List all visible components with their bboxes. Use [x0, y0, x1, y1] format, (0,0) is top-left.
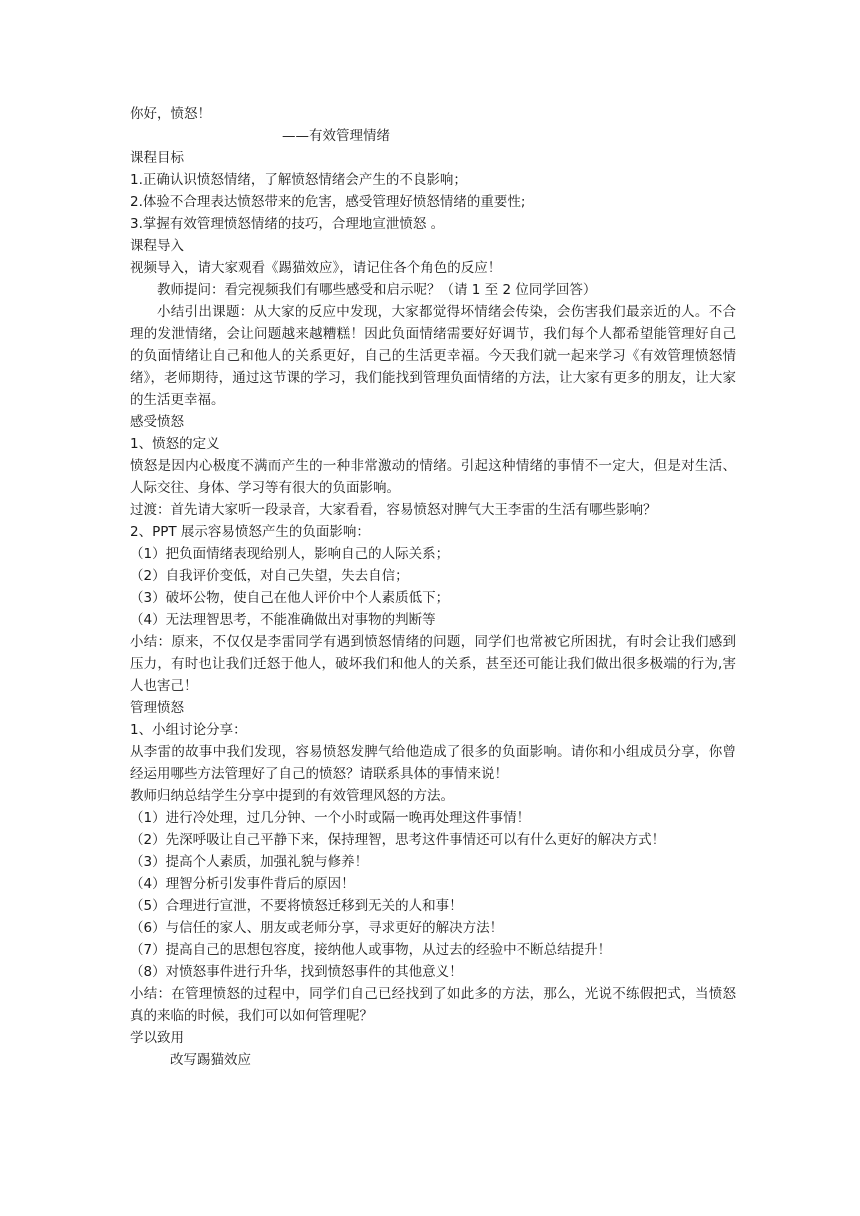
transition-text: 过渡：首先请大家听一段录音，大家看看，容易愤怒对脾气大王李雷的生活有哪些影响？ — [130, 502, 657, 518]
goal-item: 2.体验不合理表达愤怒带来的危害，感受管理好愤怒情绪的重要性; — [130, 194, 526, 210]
method-item: （8）对愤怒事件进行升华，找到愤怒事件的其他意义！ — [130, 964, 463, 980]
method-item: （1）进行冷处理，过几分钟、一个小时或隔一晚再处理这件事情！ — [130, 810, 531, 826]
video-intro-text: 视频导入，请大家观看《踢猫效应》，请记住各个角色的反应！ — [130, 260, 502, 276]
teacher-summary-text: 教师归纳总结学生分享中提到的有效管理风怒的方法。 — [130, 788, 454, 804]
document-title: 你好，愤怒！ — [130, 106, 211, 122]
effect-item: （2）自我评价变低，对自己失望，失去自信； — [130, 568, 409, 584]
heading-feel-anger: 感受愤怒 — [130, 414, 184, 430]
heading-course-goals: 课程目标 — [130, 150, 184, 166]
definition-paragraph: 愤怒是因内心极度不满而产生的一种非常激动的情绪。引起这种情绪的事情不一定大，但是对生活、人际交往、身体、学习等有很大的负面影响。 — [130, 458, 736, 496]
effect-item: （3）破坏公物，使自己在他人评价中个人素质低下； — [130, 590, 450, 606]
method-item: （3）提高个人素质，加强礼貌与修养！ — [130, 854, 369, 870]
effect-item: （1）把负面情绪表现给别人，影响自己的人际关系； — [130, 546, 450, 562]
document-subtitle: ——有效管理情绪 — [282, 128, 390, 144]
method-item: （6）与信任的家人、朋友或老师分享，寻求更好的解决方法！ — [130, 920, 504, 936]
ppt-heading: 2、PPT 展示容易愤怒产生的负面影响： — [130, 524, 370, 540]
goal-item: 3.掌握有效管理愤怒情绪的技巧，合理地宣泄愤怒 。 — [130, 216, 445, 232]
group-paragraph: 从李雷的故事中我们发现，容易愤怒发脾气给他造成了很多的负面影响。请你和小组成员分享，你曾经运用哪些方法管理好了自己的愤怒？请联系具体的事情来说！ — [130, 744, 736, 782]
group-heading: 1、小组讨论分享： — [130, 722, 247, 738]
summary-feel-paragraph: 小结：原来，不仅仅是李雷同学有遇到愤怒情绪的问题，同学们也常被它所困扰，有时会让我们感到压力，有时也让我们迁怒于他人，破坏我们和他人的关系，甚至还可能让我们做出很多极端的行为,害人也害己！ — [130, 634, 736, 694]
document-page — [130, 103, 736, 1071]
heading-manage-anger: 管理愤怒 — [130, 700, 184, 716]
heading-apply: 学以致用 — [130, 1030, 184, 1046]
method-item: （5）合理进行宣泄，不要将愤怒迁移到无关的人和事！ — [130, 898, 463, 914]
method-item: （7）提高自己的思想包容度，接纳他人或事物，从过去的经验中不断总结提升！ — [130, 942, 612, 958]
summary-manage-paragraph: 小结：在管理愤怒的过程中，同学们自己已经找到了如此多的方法，那么，光说不练假把式，当愤怒真的来临的时候，我们可以如何管理呢？ — [130, 986, 736, 1024]
heading-course-intro: 课程导入 — [130, 238, 184, 254]
method-item: （2）先深呼吸让自己平静下来，保持理智，思考这件事情还可以有什么更好的解决方式！ — [130, 832, 666, 848]
goal-item: 1.正确认识愤怒情绪，了解愤怒情绪会产生的不良影响； — [130, 172, 467, 188]
rewrite-text: 改写踢猫效应 — [170, 1052, 251, 1068]
definition-heading: 1、愤怒的定义 — [130, 436, 220, 452]
effect-item: （4）无法理智思考，不能准确做出对事物的判断等 — [130, 612, 436, 628]
summary-intro-paragraph: 小结引出课题：从大家的反应中发现，大家都觉得坏情绪会传染，会伤害我们最亲近的人。不合理的发泄情绪，会让问题越来越糟糕！因此负面情绪需要好好调节，我们每个人都希望能管理好自己的负面情绪让自己和他人的关系更好，自己的生活更幸福。今天我们就一起来学习《有效管理愤怒情绪》，老师期待，通过这节课的学习，我们能找到管理负面情绪的方法，让大家有更多的朋友，让大家的生活更幸福。 — [130, 304, 736, 408]
teacher-question: 教师提问：看完视频我们有哪些感受和启示呢？（请 1 至 2 位同学回答） — [157, 282, 597, 298]
method-item: （4）理智分析引发事件背后的原因！ — [130, 876, 355, 892]
